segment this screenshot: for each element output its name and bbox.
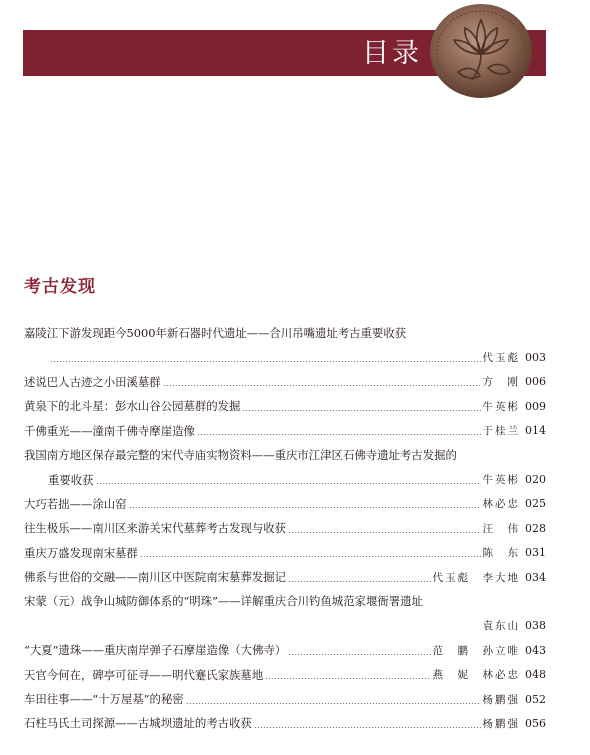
dot-leader bbox=[197, 434, 481, 435]
toc-entry-title: 嘉陵江下游发现距今5000年新石器时代遗址——合川吊嘴遗址考古重要收获 bbox=[24, 326, 407, 341]
toc-entry-page: 020 bbox=[525, 473, 546, 487]
toc-entry-page: 028 bbox=[525, 521, 546, 535]
toc-entry-title-continuation: 重要收获 bbox=[48, 472, 94, 487]
toc-entry[interactable] bbox=[24, 638, 546, 662]
toc-entry-page: 038 bbox=[525, 619, 546, 633]
dot-leader bbox=[288, 581, 431, 582]
toc-entry-title: 我国南方地区保存最完整的宋代寺庙实物资料——重庆市江津区石佛寺遗址考古发掘的 bbox=[24, 448, 457, 463]
toc-entry-author: 范 鹏 孙立唯 bbox=[432, 644, 520, 657]
dot-leader bbox=[96, 483, 481, 484]
toc-entry-page: 031 bbox=[525, 546, 546, 560]
section-title: 考古发现 bbox=[24, 277, 96, 297]
toc-entry[interactable] bbox=[24, 394, 546, 418]
toc-entry-continuation[interactable] bbox=[24, 345, 546, 369]
toc-entry-page: 003 bbox=[525, 351, 546, 365]
toc-entry-page: 048 bbox=[525, 668, 546, 682]
toc-entry-continuation[interactable] bbox=[24, 467, 546, 491]
toc-entry-author: 于桂兰 bbox=[482, 425, 520, 438]
toc-entry-author: 杨鹏强 bbox=[482, 717, 520, 730]
toc-entry[interactable] bbox=[24, 711, 546, 735]
blank-leader bbox=[50, 629, 481, 630]
table-of-contents bbox=[24, 321, 546, 736]
toc-entry-author: 代玉彪 bbox=[482, 352, 520, 365]
toc-entry-page: 014 bbox=[525, 424, 546, 438]
toc-entry-author: 牛英彬 bbox=[482, 400, 520, 413]
toc-entry[interactable] bbox=[24, 687, 546, 711]
toc-entry-page: 056 bbox=[525, 716, 546, 730]
dot-leader bbox=[254, 727, 481, 728]
toc-entry-title: 黄泉下的北斗星：彭水山谷公园墓群的发掘 bbox=[24, 399, 241, 414]
dot-leader bbox=[50, 361, 481, 362]
toc-entry-title: 石柱马氏土司探源——古城坝遗址的考古收获 bbox=[24, 716, 252, 731]
dot-leader bbox=[140, 556, 481, 557]
toc-entry-title: 车田往事——“十万屋基”的秘密 bbox=[24, 692, 184, 707]
toc-entry-page: 009 bbox=[525, 399, 546, 413]
lotus-seal-icon bbox=[428, 2, 534, 100]
toc-entry[interactable] bbox=[24, 443, 546, 467]
toc-entry-title: 天官今何在，碑亭可征寻——明代蹇氏家族墓地 bbox=[24, 667, 264, 682]
toc-entry-author: 陈 东 bbox=[482, 547, 520, 560]
toc-entry[interactable] bbox=[24, 370, 546, 394]
toc-entry-author: 袁东山 bbox=[482, 620, 520, 633]
dot-leader bbox=[288, 654, 430, 655]
toc-entry[interactable] bbox=[24, 589, 546, 613]
page-title: 目录 bbox=[362, 38, 422, 69]
dot-leader bbox=[265, 678, 430, 679]
toc-entry-title: “大夏”遗珠——重庆南岸弹子石摩崖造像（大佛寺） bbox=[24, 643, 287, 658]
toc-entry-title: 大巧若拙——涂山窑 bbox=[24, 496, 127, 511]
toc-entry[interactable] bbox=[24, 516, 546, 540]
toc-entry-title: 千佛重光——潼南千佛寺摩崖造像 bbox=[24, 423, 195, 438]
toc-entry[interactable] bbox=[24, 492, 546, 516]
toc-entry-title: 述说巴人古迹之小田溪墓群 bbox=[24, 374, 161, 389]
toc-entry-author: 燕 妮 林必忠 bbox=[432, 669, 520, 682]
dot-leader bbox=[288, 532, 481, 533]
toc-entry-author: 代玉彪 李大地 bbox=[432, 571, 520, 584]
dot-leader bbox=[242, 410, 480, 411]
dot-leader bbox=[129, 507, 481, 508]
toc-entry-page: 043 bbox=[525, 643, 546, 657]
toc-entry-author: 方 刚 bbox=[482, 376, 520, 389]
toc-entry-page: 052 bbox=[525, 692, 546, 706]
toc-entry-title: 佛系与世俗的交融——南川区中医院南宋墓葬发掘记 bbox=[24, 570, 286, 585]
toc-entry[interactable] bbox=[24, 321, 546, 345]
toc-entry-page: 034 bbox=[525, 570, 546, 584]
toc-entry-title: 宋蒙（元）战争山城防御体系的“明珠”——详解重庆合川钓鱼城范家堰衙署遗址 bbox=[24, 594, 423, 609]
toc-entry[interactable] bbox=[24, 662, 546, 686]
toc-entry-author: 杨鹏强 bbox=[482, 693, 520, 706]
dot-leader bbox=[186, 703, 481, 704]
toc-entry-title: 重庆万盛发现南宋墓群 bbox=[24, 545, 138, 560]
toc-entry[interactable] bbox=[24, 565, 546, 589]
toc-entry[interactable] bbox=[24, 419, 546, 443]
toc-entry[interactable] bbox=[24, 541, 546, 565]
toc-entry-title: 往生极乐——南川区来游关宋代墓葬考古发现与收获 bbox=[24, 521, 286, 536]
toc-entry-author: 林必忠 bbox=[482, 498, 520, 511]
toc-entry-page: 006 bbox=[525, 375, 546, 389]
dot-leader bbox=[163, 385, 481, 386]
toc-entry-author: 牛英彬 bbox=[482, 474, 520, 487]
toc-entry-author: 汪 伟 bbox=[482, 522, 520, 535]
toc-entry-page: 025 bbox=[525, 497, 546, 511]
toc-entry-continuation[interactable] bbox=[24, 614, 546, 638]
